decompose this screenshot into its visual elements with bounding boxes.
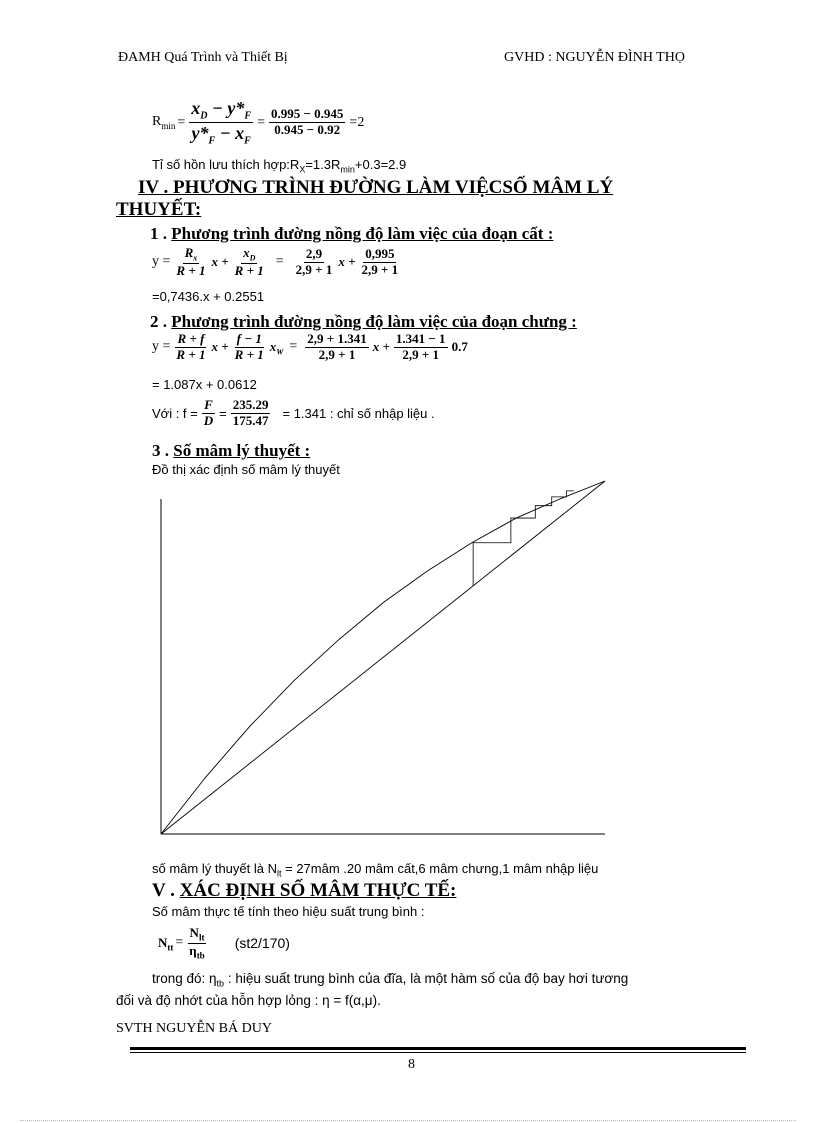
efficiency-note-line2: đối và độ nhớt của hỗn hợp lỏng : η = f(α,μ). (116, 993, 381, 1008)
rectifying-result: =0,7436.x + 0.2551 (152, 289, 265, 304)
stage-steps (473, 491, 574, 586)
rmin-value-fraction: $\frac{0.995 - 0.945}{0.945 - 0.92}$ (271, 106, 344, 138)
efficiency-note-line1: trong đó: $\eta_{tb}$ : hiệu suất trung bình của đĩa, là một hàm số của độ bay hơi tương (152, 971, 629, 989)
mccabe-thiele-chart (150, 476, 620, 842)
section-5-heading: V . XÁC ĐỊNH SỐ MÂM THỰC TẾ: (152, 880, 457, 901)
reflux-ratio-line: Tỉ số hồn lưu thích $hợp:R_X=1.3R_{min}+0.3=2.9$ (152, 157, 407, 175)
series-line-1 (161, 481, 605, 834)
section-5-intro: Số mâm thực tế tính theo hiệu suất trung bình : (152, 904, 425, 919)
stripping-result: = 1.087x + 0.0612 (152, 377, 257, 392)
header-right: GVHD : NGUYỄN ĐÌNH THỌ (504, 50, 685, 65)
rmin-eq2: = (257, 114, 265, 130)
page-number: 8 (408, 1057, 415, 1072)
page-bottom-dotted-line (20, 1120, 796, 1121)
subsection-3-heading: 3 . Số mâm lý thuyết : (152, 441, 311, 460)
section-4-title-line2: THUYẾT: (116, 199, 202, 220)
rmin-eq1: = (177, 114, 186, 130)
footer-rule-thick (130, 1047, 746, 1050)
actual-tray-formula: $N_{tt}$ = $\frac{N_{lt}}{\eta_{tb}}$ (st2/170) (158, 925, 290, 961)
section-4-title-line1: IV . PHƯƠNG TRÌNH ĐƯỜNG LÀM VIỆCSỐ MÂM LÝ (138, 177, 614, 198)
rmin-result: =2 (349, 114, 365, 130)
subsection-1-heading: 1 . Phương trình đường nồng độ làm việc của đoạn cất : (150, 224, 554, 243)
stripping-equation: y = $\frac{R + f}{R + 1}$ x + $\frac{f - 1}{R + 1}$ $x_W$ = $\frac{2,9 + 1.341}{2,9 + 1}$ x + $\frac{1.341 - 1}{2,9 + 1}$ 0.7 (152, 331, 468, 362)
footer-author: SVTH NGUYỄN BÁ DUY (116, 1021, 272, 1036)
feed-ratio-equation: Với : f = $\frac{F}{D}$ = $\frac{235.29}{175.47}$ = 1.341 : chỉ số nhập liệu . (152, 397, 435, 428)
subsection-2-heading: 2 . Phương trình đường nồng độ làm việc của đoạn chưng : (150, 312, 577, 331)
chart-caption: Đồ thị xác định số mâm lý thuyết (152, 462, 340, 477)
rectifying-equation: y = $\frac{R_x}{R + 1}$ x + $\frac{x_D}{R + 1}$ = $\frac{2,9}{2,9 + 1}$ x + $\frac{0,995}{2,9 + 1}$ (152, 245, 399, 278)
header-left: ĐAMH Quá Trình và Thiết Bị (118, 50, 288, 65)
rmin-lead: $R_{min}$ (152, 114, 176, 131)
theoretical-tray-count: số mâm lý thuyết là $N_{lt}$ = 27mâm .20 mâm cất,6 mâm chưng,1 mâm nhập liệu (152, 861, 599, 879)
rmin-symbolic-fraction: $\frac{x_D - y*_F}{y*_F - x_F}$ (191, 98, 252, 147)
footer-rule-thin (130, 1052, 746, 1053)
rmin-equation (152, 98, 364, 147)
